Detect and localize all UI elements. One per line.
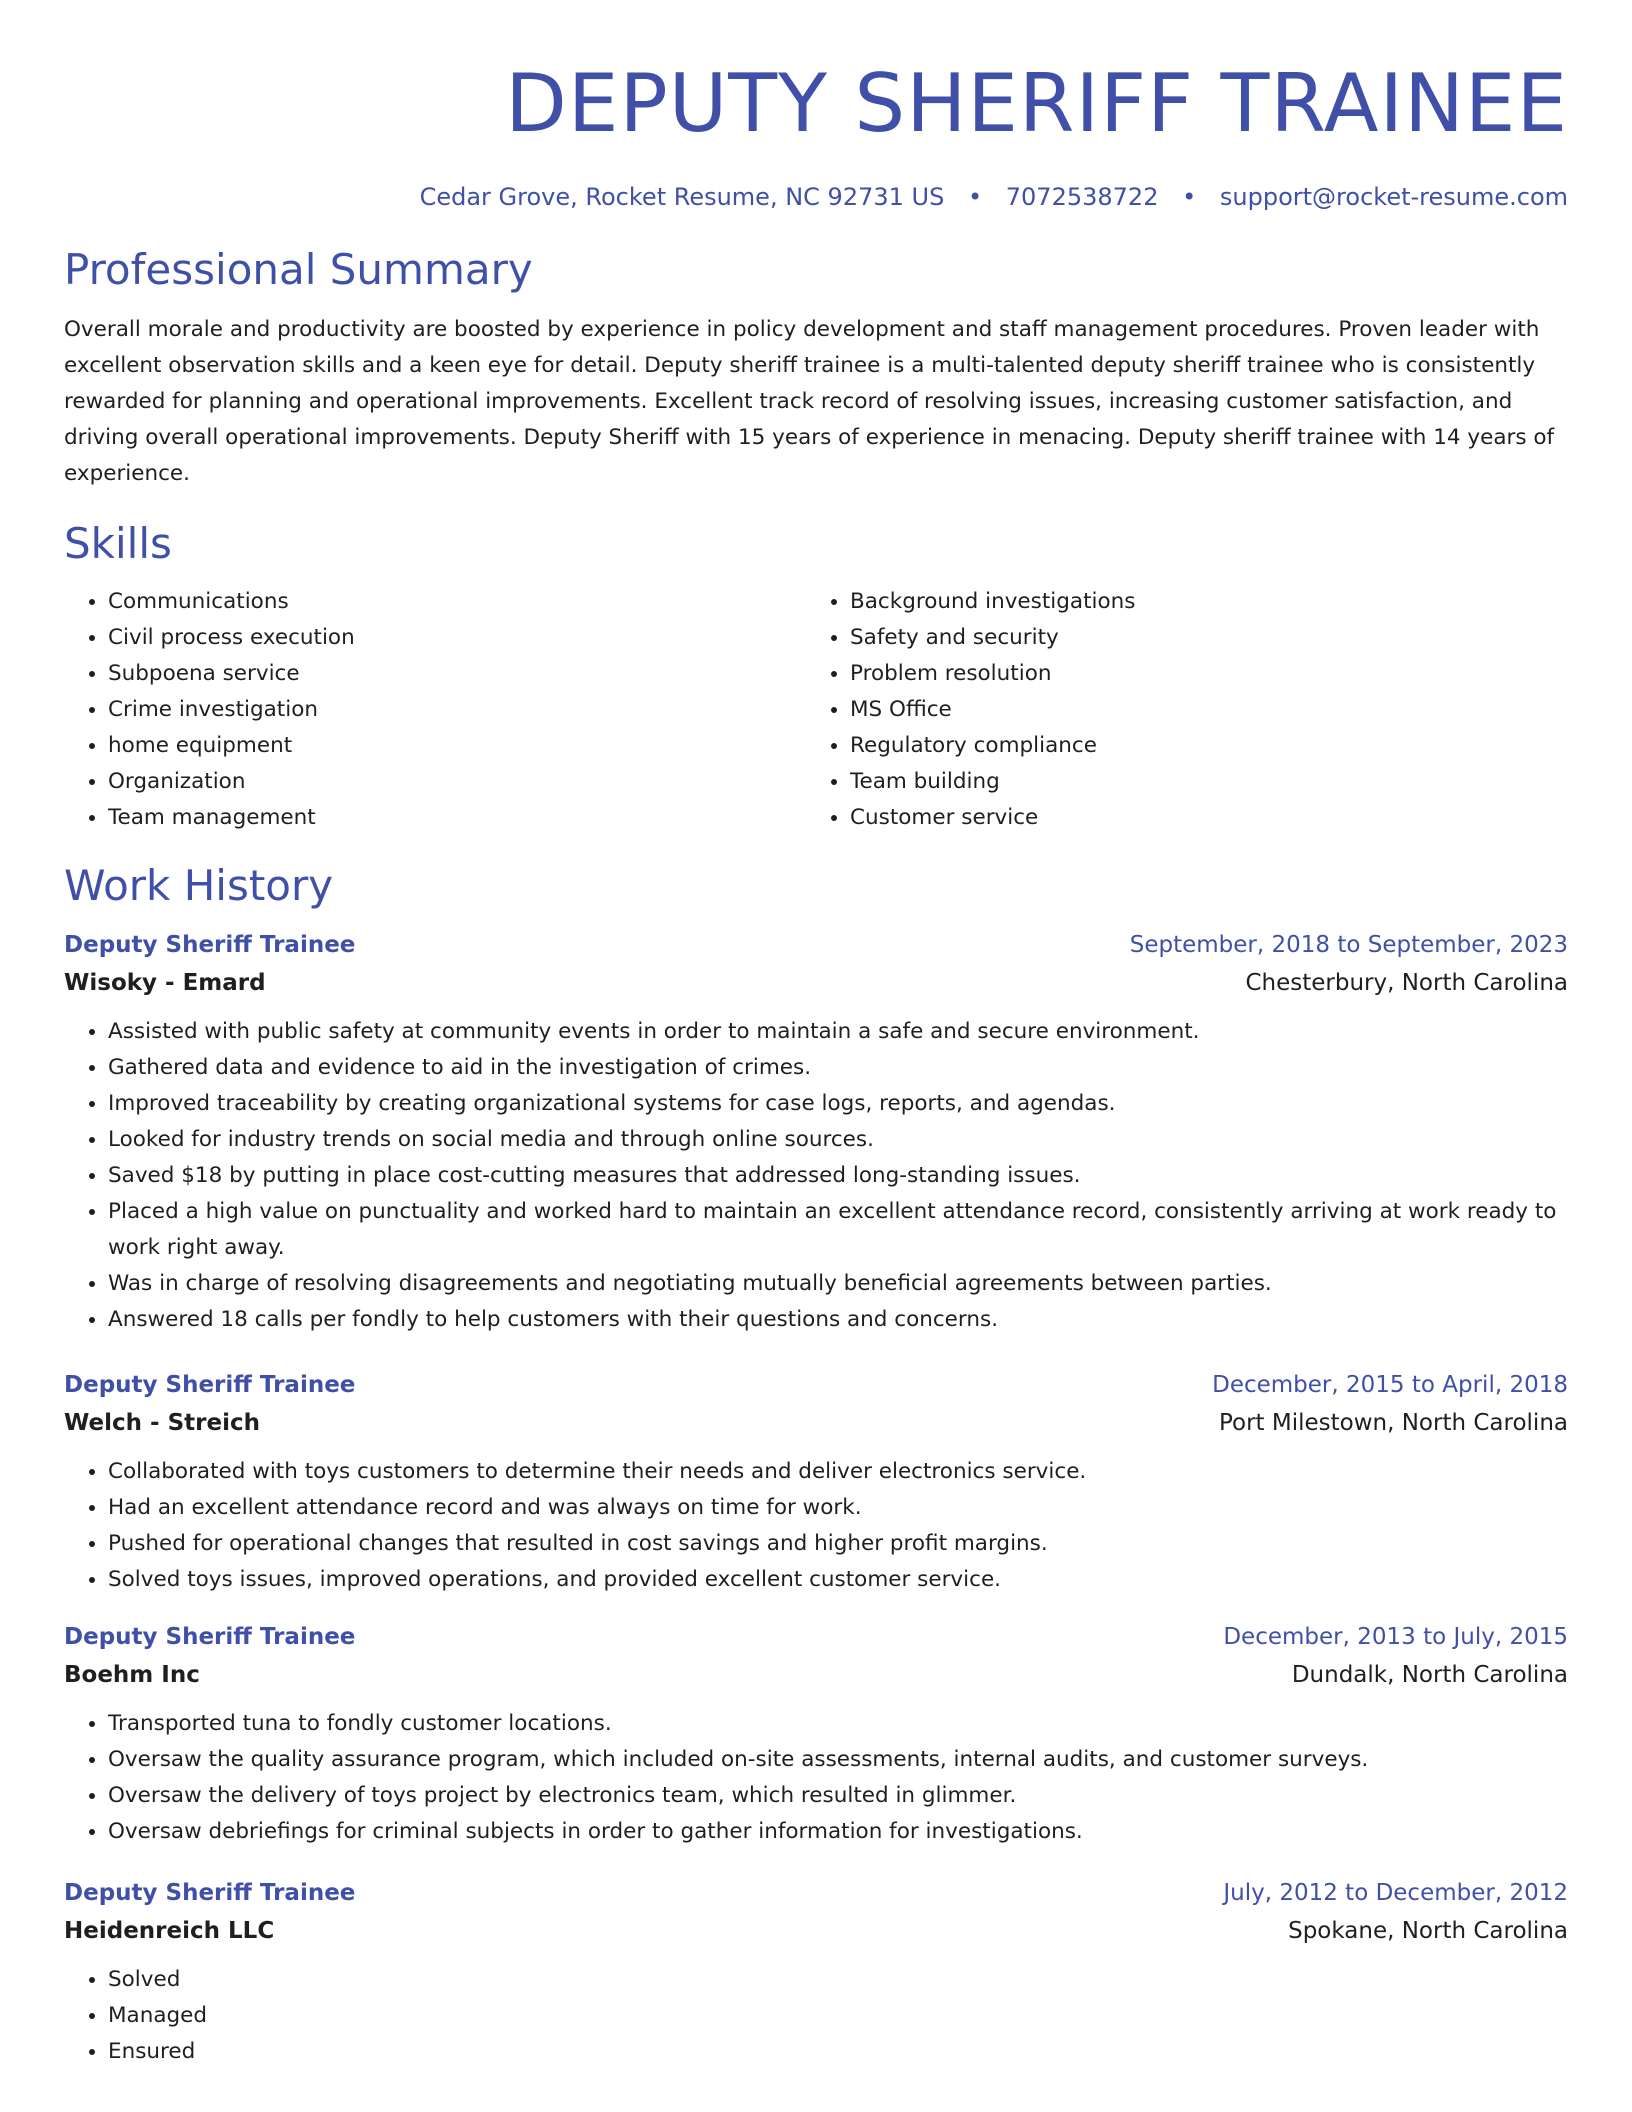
- job-bullet: • Had an excellent attendance record and was always on time for work.: [108, 1490, 1568, 1526]
- resume-header: [64, 0, 1568, 214]
- job-location: Port Milestown, North Carolina: [1218, 1410, 1568, 1436]
- job-bullet: • Managed: [108, 1998, 1568, 2034]
- job-bullet: • Improved traceability by creating organizational systems for case logs, reports, and agendas.: [108, 1086, 1568, 1122]
- job-dates: September, 2018 to September, 2023: [1129, 932, 1568, 958]
- job-dates: December, 2013 to July, 2015: [1223, 1624, 1568, 1650]
- skills-column-right: [806, 584, 1548, 836]
- phone: 7072538722: [1005, 183, 1159, 211]
- skill-item: • Organization: [108, 764, 806, 800]
- company-name: Wisoky - Emard: [64, 970, 266, 996]
- job-bullet: • Answered 18 calls per fondly to help customers with their questions and concerns.: [108, 1302, 1568, 1338]
- summary-heading: Professional Summary: [64, 245, 533, 294]
- job-bullet: • Looked for industry trends on social media and through online sources.: [108, 1122, 1568, 1158]
- skills-column-left: [64, 584, 806, 836]
- job-location: Chesterbury, North Carolina: [1245, 970, 1568, 996]
- job-bullet: • Assisted with public safety at community events in order to maintain a safe and secure environment.: [108, 1014, 1568, 1050]
- job-bullets: [64, 1706, 1568, 1850]
- company-name: Boehm Inc: [64, 1662, 200, 1688]
- skill-item: • Regulatory compliance: [850, 728, 1548, 764]
- job-bullets: [64, 1454, 1568, 1598]
- company-name: Welch - Streich: [64, 1410, 260, 1436]
- skill-item: • Safety and security: [850, 620, 1548, 656]
- separator-dot: •: [967, 183, 983, 211]
- skill-item: • Problem resolution: [850, 656, 1548, 692]
- job-location: Spokane, North Carolina: [1288, 1918, 1568, 1944]
- job-dates: July, 2012 to December, 2012: [1223, 1880, 1568, 1906]
- work-history-heading: Work History: [64, 861, 334, 910]
- job-dates: December, 2015 to April, 2018: [1212, 1372, 1568, 1398]
- skill-item: • Customer service: [850, 800, 1548, 836]
- separator-dot: •: [1182, 183, 1197, 211]
- job-bullet: • Pushed for operational changes that resulted in cost savings and higher profit margins.: [108, 1526, 1568, 1562]
- job-entry: [64, 1874, 1568, 2070]
- skill-item: • Background investigations: [850, 584, 1548, 620]
- skill-item: • home equipment: [108, 728, 806, 764]
- job-bullet: • Oversaw the delivery of toys project by electronics team, which resulted in glimmer.: [108, 1778, 1568, 1814]
- job-entry: [64, 926, 1568, 1338]
- company-name: Heidenreich LLC: [64, 1918, 275, 1944]
- job-bullet: • Gathered data and evidence to aid in the investigation of crimes.: [108, 1050, 1568, 1086]
- job-bullet: • Was in charge of resolving disagreements and negotiating mutually beneficial agreements between parties.: [108, 1266, 1568, 1302]
- job-title: Deputy Sheriff Trainee: [64, 932, 356, 958]
- skill-item: • MS Office: [850, 692, 1548, 728]
- job-bullet: • Collaborated with toys customers to determine their needs and deliver electronics service.: [108, 1454, 1568, 1490]
- job-bullets: [64, 1962, 1568, 2070]
- skill-item: • Civil process execution: [108, 620, 806, 656]
- job-title: Deputy Sheriff Trainee: [64, 1624, 356, 1650]
- skill-item: • Team building: [850, 764, 1548, 800]
- skill-item: • Communications: [108, 584, 806, 620]
- address: Cedar Grove, Rocket Resume, NC 92731 US: [419, 183, 945, 211]
- contact-line: [64, 180, 1568, 214]
- job-entry: [64, 1366, 1568, 1598]
- job-bullet: • Solved: [108, 1962, 1568, 1998]
- skill-item: • Subpoena service: [108, 656, 806, 692]
- skill-item: • Crime investigation: [108, 692, 806, 728]
- job-title: Deputy Sheriff Trainee: [64, 1372, 356, 1398]
- job-entry: [64, 1618, 1568, 1850]
- job-bullet: • Oversaw the quality assurance program, which included on-site assessments, internal audits, and customer surveys.: [108, 1742, 1568, 1778]
- job-bullets: [64, 1014, 1568, 1338]
- candidate-title: DEPUTY SHERIFF TRAINEE: [505, 57, 1568, 150]
- email: support@rocket-resume.com: [1219, 183, 1568, 211]
- job-bullet: • Placed a high value on punctuality and worked hard to maintain an excellent attendance record, consistently arriving at work ready to work right away.: [108, 1194, 1568, 1266]
- skill-item: • Team management: [108, 800, 806, 836]
- job-bullet: • Saved $18 by putting in place cost-cutting measures that addressed long-standing issues.: [108, 1158, 1568, 1194]
- job-title: Deputy Sheriff Trainee: [64, 1880, 356, 1906]
- job-location: Dundalk, North Carolina: [1291, 1662, 1568, 1688]
- job-bullet: • Oversaw debriefings for criminal subjects in order to gather information for investigations.: [108, 1814, 1568, 1850]
- skills-heading: Skills: [64, 519, 172, 568]
- job-bullet: • Transported tuna to fondly customer locations.: [108, 1706, 1568, 1742]
- skills-list: [64, 584, 1568, 836]
- job-bullet: • Solved toys issues, improved operations, and provided excellent customer service.: [108, 1562, 1568, 1598]
- job-bullet: • Ensured: [108, 2034, 1568, 2070]
- summary-text: Overall morale and productivity are boosted by experience in policy development and staff management procedures. Proven leader with excellent observation skills and a keen eye for detail. Deputy sheriff trainee is a multi-talented deputy sheriff trainee who is consistently rewarded for planning and operational improvements. Excellent track record of resolving issues, increasing customer satisfaction, and driving overall operational improvements. Deputy Sheriff with 15 years of experience in menacing. Deputy sheriff trainee with 14 years of experience.: [64, 317, 1555, 486]
